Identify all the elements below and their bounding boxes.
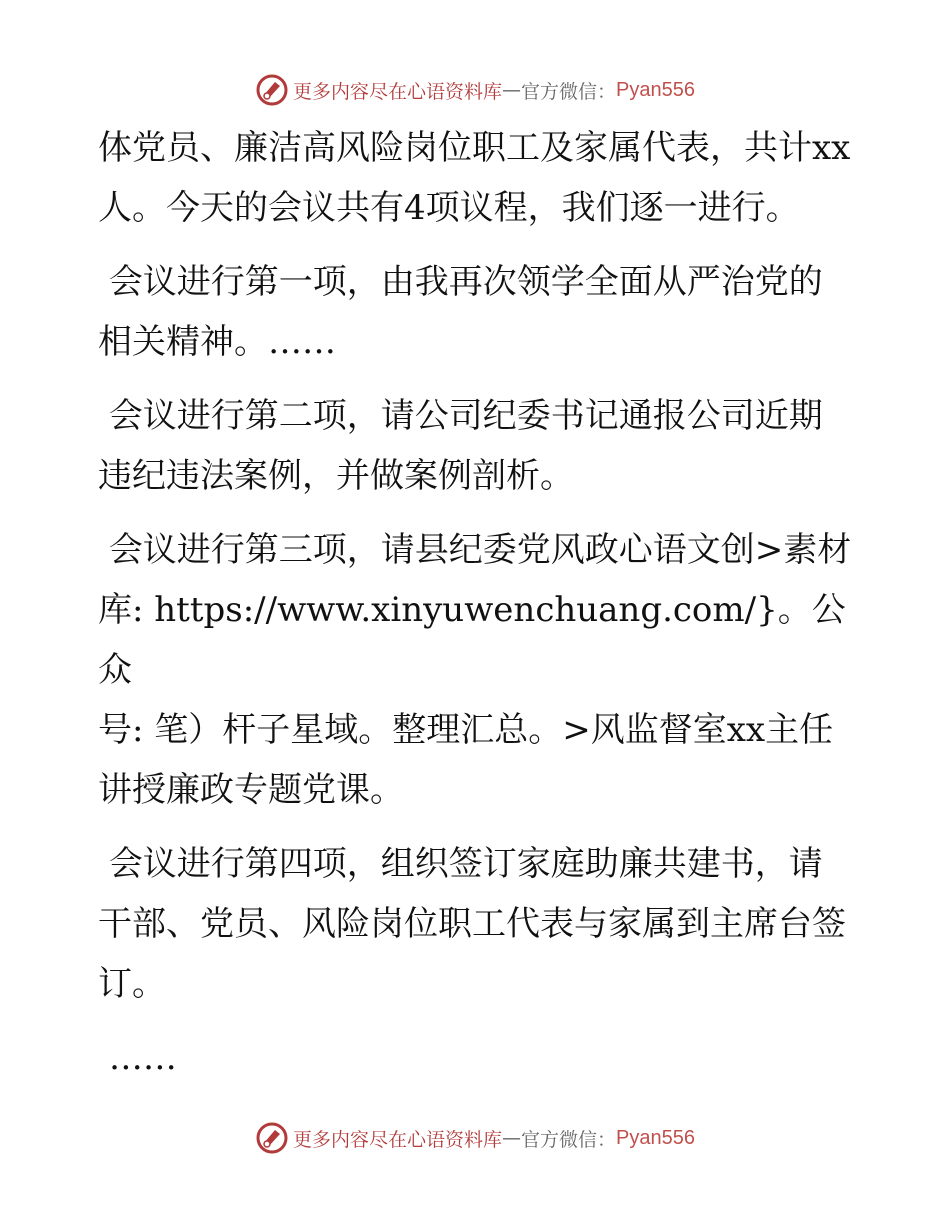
paragraph-6	[98, 1028, 878, 1088]
paragraph-line: 会议进行第三项，请县纪委党风政心语文创>素材	[98, 530, 852, 570]
banner-dash: —	[502, 79, 522, 101]
paragraph-line: 订。	[98, 964, 166, 1004]
banner-wechat-label: 官方微信：	[521, 80, 617, 103]
document-body	[98, 118, 878, 1088]
paragraph-line: ……	[98, 1038, 177, 1078]
paragraph-line: 号: 笔）杆子星域。整理汇总。>风监督室xx主任	[98, 710, 834, 750]
brand-logo-icon	[255, 73, 289, 107]
header-banner	[0, 70, 950, 110]
paragraph-line: 体党员、廉洁高风险岗位职工及家属代表，共计xx	[98, 128, 851, 168]
paragraph-line: 违纪违法案例，并做案例剖析。	[98, 456, 574, 496]
paragraph-2	[98, 252, 878, 372]
banner-title: 更多内容尽在心语资料库	[293, 1128, 503, 1151]
paragraph-3	[98, 386, 878, 506]
paragraph-line: 会议进行第四项，组织签订家庭助廉共建书，请	[98, 844, 823, 884]
paragraph-line: 干部、党员、风险岗位职工代表与家属到主席台签	[98, 904, 846, 944]
footer-banner	[0, 1118, 950, 1158]
brand-logo-icon	[255, 1121, 289, 1155]
banner-title: 更多内容尽在心语资料库	[293, 80, 503, 103]
paragraph-line: 讲授廉政专题党课。	[98, 770, 404, 810]
paragraph-line: 人。今天的会议共有4项议程，我们逐一进行。	[98, 188, 800, 228]
paragraph-1	[98, 118, 878, 238]
paragraph-4	[98, 520, 878, 820]
paragraph-5	[98, 834, 878, 1014]
banner-wechat-label: 官方微信：	[521, 1128, 617, 1151]
paragraph-line: 库: https://www.xinyuwenchuang.com/}。公众	[98, 590, 846, 690]
paragraph-line: 会议进行第一项，由我再次领学全面从严治党的	[98, 262, 823, 302]
banner-dash: —	[502, 1127, 522, 1149]
paragraph-line: 相关精神。……	[98, 322, 336, 362]
banner-wechat-id: Pyan556	[616, 1126, 695, 1149]
banner-wechat-id: Pyan556	[616, 78, 695, 101]
paragraph-line: 会议进行第二项，请公司纪委书记通报公司近期	[98, 396, 823, 436]
